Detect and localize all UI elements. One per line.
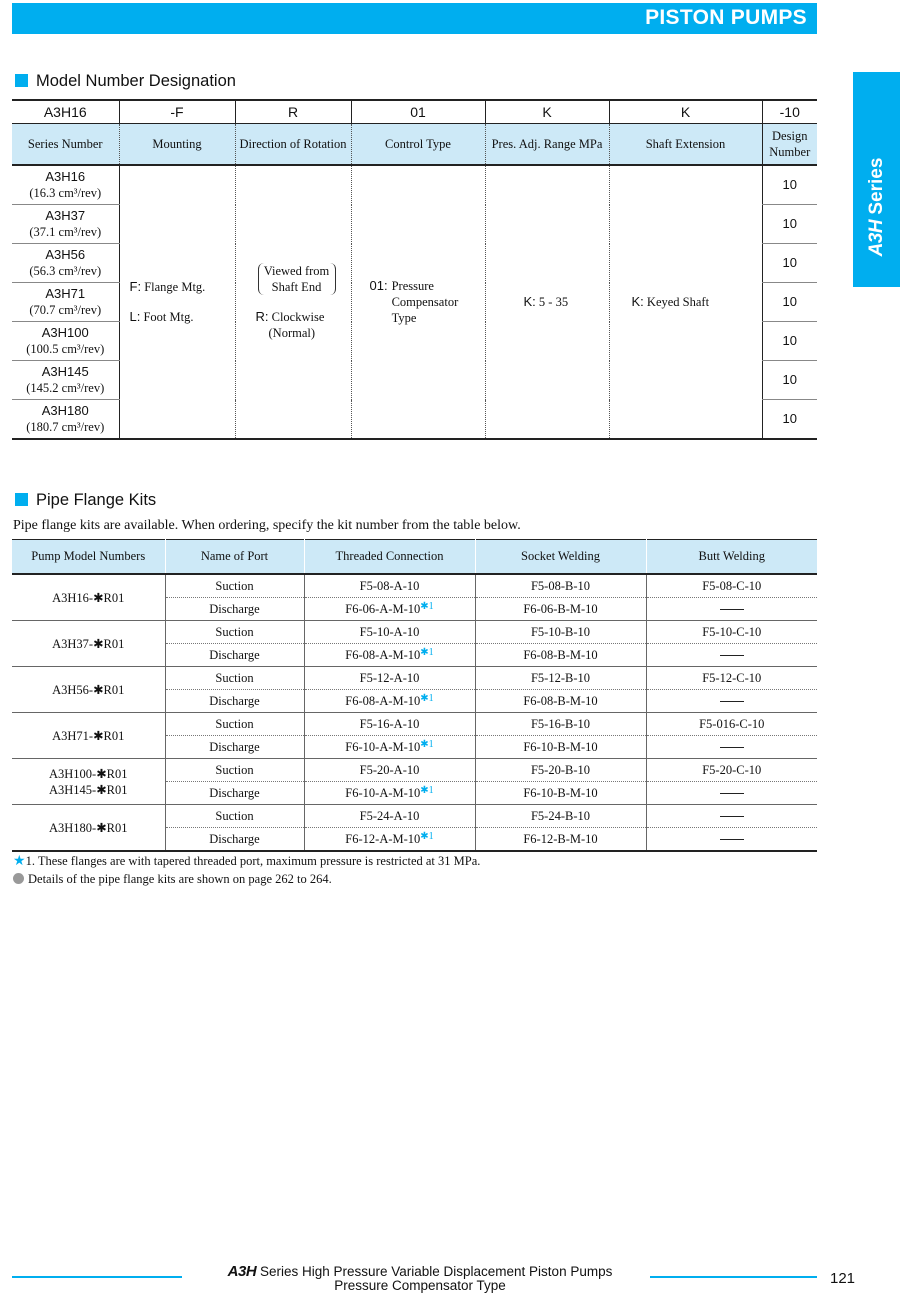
series-name: A3H71 (45, 286, 86, 301)
butt-welding-cell (646, 598, 817, 621)
page-title: PISTON PUMPS (645, 6, 807, 29)
column-header: Pres. Adj. Range MPa (485, 124, 609, 166)
design-number-cell: 10 (762, 322, 817, 361)
socket-welding-cell: F5-10-B-10 (475, 621, 646, 644)
butt-welding-cell: F5-08-C-10 (646, 574, 817, 598)
series-cell (12, 244, 119, 283)
butt-welding-cell (646, 644, 817, 667)
threaded-cell: F5-10-A-10 (304, 621, 475, 644)
pump-model-cell (12, 759, 165, 805)
threaded-value: F6-10-A-M-10 (345, 786, 421, 800)
rotation-options (235, 165, 351, 439)
option-text: Clockwise (271, 310, 325, 324)
threaded-value: F6-06-A-M-10 (345, 602, 421, 616)
series-name: A3H37 (45, 208, 86, 223)
pump-model-cell (12, 805, 165, 852)
butt-welding-cell (646, 782, 817, 805)
code-row (12, 100, 817, 124)
page-number: 121 (830, 1270, 856, 1287)
column-header: Butt Welding (646, 540, 817, 575)
butt-welding-cell: F5-12-C-10 (646, 667, 817, 690)
pump-model-cell (12, 713, 165, 759)
control-option (370, 278, 485, 326)
footer-caption: A3H Series High Pressure Variable Displacement Piston Pumps Pressure Compensator Type (227, 1263, 613, 1293)
side-tab-text (866, 158, 888, 257)
port-name-cell: Suction (165, 667, 304, 690)
series-cell (12, 283, 119, 322)
bullet-dot-icon (13, 873, 24, 884)
option-text: Pressure Compensator Type (391, 279, 459, 325)
column-header: Design Number (762, 124, 817, 166)
threaded-cell (304, 828, 475, 852)
dash-mark (720, 701, 744, 702)
star-note: ★1. These flanges are with tapered threaded port, maximum pressure is restricted at 31 MPa. (13, 854, 481, 869)
side-tab-label: Series (866, 157, 887, 215)
code-cell: K (485, 100, 609, 124)
butt-welding-cell (646, 805, 817, 828)
series-row (12, 165, 817, 205)
star-icon: ★ (13, 854, 26, 869)
pump-model-cell (12, 667, 165, 713)
port-name-cell: Discharge (165, 782, 304, 805)
dash-mark (720, 609, 744, 610)
footer-rule-right (650, 1276, 817, 1278)
column-header: Socket Welding (475, 540, 646, 575)
square-bullet-icon (15, 74, 28, 87)
footnote-star-icon: ✱1 (420, 601, 434, 612)
butt-welding-cell: F5-016-C-10 (646, 713, 817, 736)
series-name: A3H145 (41, 364, 89, 379)
dash-mark (720, 747, 744, 748)
port-name-cell: Suction (165, 759, 304, 782)
threaded-value: F6-08-A-M-10 (345, 694, 421, 708)
square-bullet-icon (15, 493, 28, 506)
column-header: Control Type (351, 124, 485, 166)
column-header: Series Number (12, 124, 119, 166)
pipe-flange-table (12, 539, 817, 852)
threaded-cell (304, 782, 475, 805)
footnote-star-icon: ✱1 (420, 647, 434, 658)
flange-row-suction (12, 574, 817, 598)
flange-row-suction (12, 621, 817, 644)
option-code: K: (523, 294, 536, 309)
dash-mark (720, 655, 744, 656)
port-name-cell: Suction (165, 713, 304, 736)
code-cell: R (235, 100, 351, 124)
series-logo: A3H (866, 219, 887, 257)
series-displacement: (100.5 cm³/rev) (26, 342, 105, 356)
footer-logo: A3H (227, 1263, 257, 1280)
pressure-options (485, 165, 609, 439)
code-cell: K (609, 100, 762, 124)
column-header: Name of Port (165, 540, 304, 575)
port-name-cell: Discharge (165, 690, 304, 713)
socket-welding-cell: F5-20-B-10 (475, 759, 646, 782)
flange-header-row (12, 540, 817, 575)
flange-row-suction (12, 759, 817, 782)
pump-model-cell (12, 574, 165, 621)
rotation-viewed: Viewed from Shaft End (258, 263, 336, 295)
series-name: A3H16 (45, 169, 86, 184)
series-displacement: (37.1 cm³/rev) (29, 225, 102, 239)
flange-row-suction (12, 667, 817, 690)
threaded-value: F6-10-A-M-10 (345, 740, 421, 754)
code-cell: A3H16 (12, 100, 119, 124)
footnote-star-icon: ✱1 (420, 739, 434, 750)
option-text: Flange Mtg. (144, 280, 206, 294)
series-displacement: (145.2 cm³/rev) (26, 381, 105, 395)
socket-welding-cell: F5-12-B-10 (475, 667, 646, 690)
column-header: Mounting (119, 124, 235, 166)
option-text: Keyed Shaft (646, 295, 710, 309)
footer-rule-left (12, 1276, 182, 1278)
series-name: A3H100 (41, 325, 89, 340)
option-code: 01: (369, 278, 388, 293)
rotation-note: (Normal) (268, 326, 316, 340)
column-header: Threaded Connection (304, 540, 475, 575)
threaded-value: F6-08-A-M-10 (345, 648, 421, 662)
series-displacement: (180.7 cm³/rev) (26, 420, 105, 434)
mounting-option (130, 279, 235, 295)
threaded-cell: F5-16-A-10 (304, 713, 475, 736)
header-banner (12, 3, 817, 34)
option-code: F: (129, 279, 142, 294)
dash-mark (720, 793, 744, 794)
mounting-option (130, 309, 235, 325)
pump-model-cell (12, 621, 165, 667)
flange-row-suction (12, 713, 817, 736)
design-number-cell: 10 (762, 361, 817, 400)
column-header: Pump Model Numbers (12, 540, 165, 575)
control-options (351, 165, 485, 439)
option-code: K: (631, 294, 644, 309)
pump-model: A3H180-✱R01 (48, 820, 128, 835)
footnote-star-icon: ✱1 (420, 693, 434, 704)
socket-welding-cell: F5-08-B-10 (475, 574, 646, 598)
port-name-cell: Suction (165, 574, 304, 598)
dash-mark (720, 816, 744, 817)
design-number-cell: 10 (762, 165, 817, 205)
series-cell (12, 400, 119, 440)
dash-mark (720, 839, 744, 840)
port-name-cell: Discharge (165, 828, 304, 852)
pump-model: A3H37-✱R01 (52, 636, 125, 651)
header-row (12, 124, 817, 166)
pump-model: A3H56-✱R01 (52, 682, 125, 697)
threaded-cell: F5-12-A-10 (304, 667, 475, 690)
butt-welding-cell (646, 736, 817, 759)
socket-welding-cell: F6-06-B-M-10 (475, 598, 646, 621)
design-number-cell: 10 (762, 283, 817, 322)
code-cell: -10 (762, 100, 817, 124)
option-text: Foot Mtg. (143, 310, 194, 324)
section-title-flange: Pipe Flange Kits (15, 491, 156, 510)
design-number-cell: 10 (762, 205, 817, 244)
code-cell: 01 (351, 100, 485, 124)
series-name: A3H180 (41, 403, 89, 418)
series-displacement: (16.3 cm³/rev) (29, 186, 102, 200)
series-displacement: (56.3 cm³/rev) (29, 264, 102, 278)
pump-model: A3H16-✱R01 (52, 590, 125, 605)
threaded-cell (304, 690, 475, 713)
port-name-cell: Discharge (165, 598, 304, 621)
footnote-star-icon: ✱1 (420, 831, 434, 842)
threaded-cell: F5-20-A-10 (304, 759, 475, 782)
column-header: Direction of Rotation (235, 124, 351, 166)
pump-model: A3H100-✱R01 (48, 766, 128, 781)
socket-welding-cell: F5-24-B-10 (475, 805, 646, 828)
option-code: L: (129, 309, 141, 324)
threaded-cell (304, 736, 475, 759)
footnote-star-icon: ✱1 (420, 785, 434, 796)
series-name: A3H56 (45, 247, 86, 262)
option-code: R: (255, 309, 269, 324)
dot-note: Details of the pipe flange kits are shown on page 262 to 264. (13, 872, 332, 887)
shaft-options (609, 165, 762, 439)
code-cell: -F (119, 100, 235, 124)
series-side-tab (853, 72, 900, 287)
port-name-cell: Discharge (165, 644, 304, 667)
option-text: 5 - 35 (538, 295, 569, 309)
flange-intro-text: Pipe flange kits are available. When ordering, specify the kit number from the table below. (13, 518, 521, 533)
socket-welding-cell: F5-16-B-10 (475, 713, 646, 736)
pump-model: A3H71-✱R01 (52, 728, 125, 743)
section-title-model: Model Number Designation (15, 72, 236, 91)
socket-welding-cell: F6-10-B-M-10 (475, 782, 646, 805)
port-name-cell: Suction (165, 805, 304, 828)
threaded-cell: F5-08-A-10 (304, 574, 475, 598)
series-cell (12, 205, 119, 244)
threaded-cell (304, 598, 475, 621)
flange-row-suction (12, 805, 817, 828)
series-cell (12, 165, 119, 205)
model-designation-table (12, 99, 817, 440)
series-displacement: (70.7 cm³/rev) (29, 303, 102, 317)
series-cell (12, 361, 119, 400)
column-header: Shaft Extension (609, 124, 762, 166)
design-number-cell: 10 (762, 400, 817, 440)
socket-welding-cell: F6-08-B-M-10 (475, 690, 646, 713)
socket-welding-cell: F6-08-B-M-10 (475, 644, 646, 667)
rotation-option (256, 309, 351, 325)
socket-welding-cell: F6-12-B-M-10 (475, 828, 646, 852)
series-cell (12, 322, 119, 361)
butt-welding-cell (646, 690, 817, 713)
port-name-cell: Discharge (165, 736, 304, 759)
butt-welding-cell: F5-20-C-10 (646, 759, 817, 782)
threaded-cell: F5-24-A-10 (304, 805, 475, 828)
mounting-options (119, 165, 235, 439)
design-number-cell: 10 (762, 244, 817, 283)
butt-welding-cell: F5-10-C-10 (646, 621, 817, 644)
port-name-cell: Suction (165, 621, 304, 644)
threaded-cell (304, 644, 475, 667)
threaded-value: F6-12-A-M-10 (345, 832, 421, 846)
socket-welding-cell: F6-10-B-M-10 (475, 736, 646, 759)
butt-welding-cell (646, 828, 817, 852)
pump-model: A3H145-✱R01 (48, 782, 128, 797)
